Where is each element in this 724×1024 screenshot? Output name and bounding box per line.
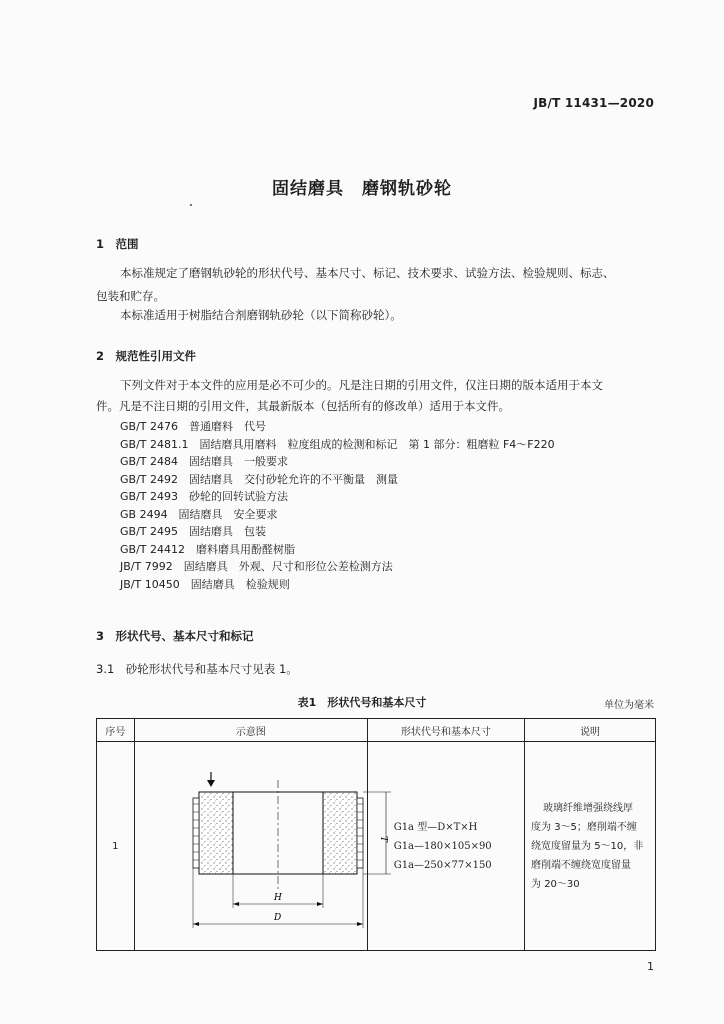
section-3-1: 3.1 砂轮形状代号和基本尺寸见表 1。: [96, 662, 298, 676]
document-title: 固结磨具 磨钢轨砂轮: [272, 179, 452, 199]
reference-item: GB/T 2495 固结磨具 包装: [120, 525, 266, 538]
cell-diagram: [134, 742, 388, 951]
section-1-heading: 1 范围: [96, 237, 139, 251]
header-sizes: 形状代号和基本尺寸: [367, 719, 524, 742]
dim-label-d: D: [273, 913, 281, 923]
dim-label-h: H: [273, 893, 282, 903]
reference-item: GB/T 2476 普通磨料 代号: [120, 420, 266, 433]
table-unit: 单位为毫米: [604, 700, 654, 711]
standard-id: JB/T 11431—2020: [533, 96, 654, 110]
section-1-para1-line1: 本标准规定了磨钢轨砂轮的形状代号、基本尺寸、标记、技术要求、试验方法、检验规则、标志、: [120, 266, 615, 280]
header-diagram: 示意图: [134, 719, 367, 742]
cell-desc: [525, 742, 656, 951]
reference-item: GB/T 2493 砂轮的回转试验方法: [120, 490, 288, 503]
reference-item: GB 2494 固结磨具 安全要求: [120, 507, 278, 521]
reference-item: GB/T 2492 固结磨具 交付砂轮允许的不平衡量 测量: [120, 472, 398, 486]
reference-item: JB/T 10450 固结磨具 检验规则: [120, 577, 290, 591]
section-1-para2: 本标准适用于树脂结合剂磨钢轨砂轮（以下简称砂轮）。: [120, 308, 402, 322]
desc-line: 为 20～30: [531, 878, 580, 890]
table-row: [97, 742, 656, 951]
reference-list: [120, 418, 555, 593]
desc-line: 度为 3～5；磨削端不缠: [531, 821, 637, 833]
section-2-intro-line2: 件。凡是不注日期的引用文件，其最新版本（包括所有的修改单）适用于本文件。: [96, 399, 510, 413]
grinding-wheel-diagram: [135, 742, 388, 947]
desc-line: 磨削端不缠绕宽度留量: [531, 859, 632, 871]
dim-label-t: T: [377, 836, 388, 843]
section-2-intro-line1: 下列文件对于本文件的应用是必不可少的。凡是注日期的引用文件，仅注日期的版本适用于本文: [120, 378, 603, 392]
section-1-para1-line2: 包装和贮存。: [96, 289, 165, 303]
size-line: G1a—250×77×150: [393, 859, 492, 871]
cell-sizes: [367, 742, 524, 951]
reference-item: GB/T 2484 固结磨具 一般要求: [120, 455, 288, 468]
table-1: [96, 718, 656, 951]
desc-line: 绕宽度留量为 5～10，非: [531, 840, 644, 852]
header-desc: 说明: [525, 719, 656, 742]
cell-no: 1: [97, 742, 135, 951]
size-line: G1a—180×105×90: [393, 840, 492, 852]
section-2-heading: 2 规范性引用文件: [96, 349, 197, 363]
size-line: G1a 型—D×T×H: [393, 821, 478, 833]
header-no: 序号: [97, 719, 135, 742]
page-number: 1: [647, 960, 654, 973]
reference-item: GB/T 2481.1 固结磨具用磨料 粒度组成的检测和标记 第 1 部分：粗磨粒 F4～F220: [120, 437, 555, 451]
reference-item: JB/T 7992 固结磨具 外观、尺寸和形位公差检测方法: [120, 560, 393, 573]
table-caption: 表1 形状代号和基本尺寸: [297, 696, 427, 709]
stray-dot: [190, 204, 192, 206]
reference-item: GB/T 24412 磨料磨具用酚醛树脂: [120, 542, 295, 556]
desc-line: 玻璃纤维增强绕线厚: [543, 802, 634, 814]
table-header-row: [97, 719, 656, 742]
section-3-heading: 3 形状代号、基本尺寸和标记: [96, 629, 254, 643]
